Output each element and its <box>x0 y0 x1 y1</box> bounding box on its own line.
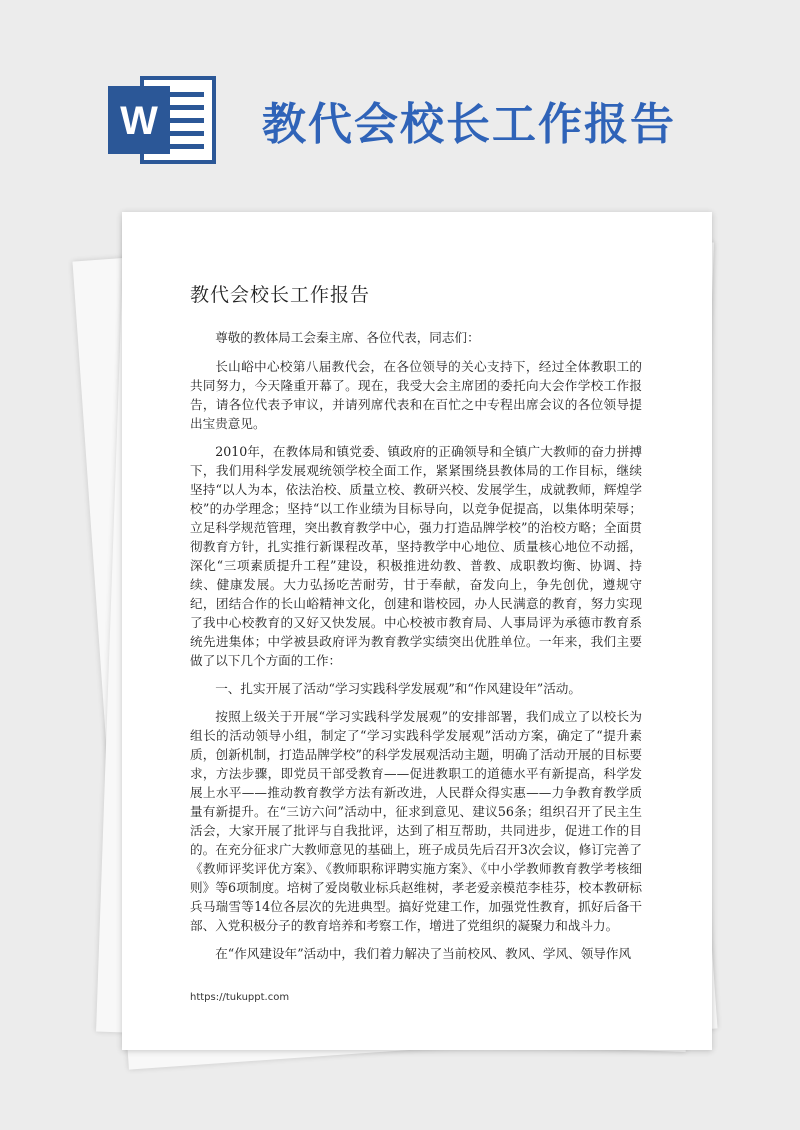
document-body <box>190 328 642 972</box>
page-header <box>0 0 800 200</box>
paragraph: 按照上级关于开展“学习实践科学发展观”的安排部署，我们成立了以校长为组长的活动领导小组，制定了“学习实践科学发展观”活动方案，确定了“提升素质，创新机制，打造品牌学校”的科学发展观活动主题，明确了活动开展的目标要求，方法步骤，即党员干部受教育——促进教职工的道德水平有新提高，科学发展上水平——推动教育教学方法有新改进，人民群众得实惠——力争教育教学质量有新提升。在“三访六问”活动中，征求到意见、建议56条；组织召开了民主生活会，大家开展了批评与自我批评，达到了相互帮助，共同进步，促进工作的目的。在充分征求广大教师意见的基础上，班子成员先后召开3次会议，修订完善了《教师评奖评优方案》、《教师职称评聘实施方案》、《中小学教师教育教学考核细则》等6项制度。培树了爱岗敬业标兵赵维树，孝老爱亲模范李桂芬，校本教研标兵马瑞雪等14位各层次的先进典型。搞好党建工作，加强党性教育，抓好后备干部、入党积极分子的教育培养和考察工作，增进了党组织的凝聚力和战斗力。 <box>190 709 642 933</box>
paragraph: 在“作风建设年”活动中，我们着力解决了当前校风、教风、学风、领导作风 <box>215 946 632 961</box>
document-page <box>122 212 712 1050</box>
svg-text:W: W <box>120 99 158 143</box>
section-heading: 一、扎实开展了活动“学习实践科学发展观”和“作风建设年”活动。 <box>215 681 581 696</box>
document-title: 教代会校长工作报告 <box>190 284 371 306</box>
word-document-icon <box>108 72 220 168</box>
salutation: 尊敬的教体局工会秦主席、各位代表，同志们： <box>215 330 480 345</box>
paragraph: 长山峪中心校第八届教代会，在各位领导的关心支持下，经过全体教职工的共同努力，今天隆重开幕了。现在，我受大会主席团的委托向大会作学校工作报告，请各位代表予审议，并请列席代表和在百忙之中专程出席会议的各位领导提出宝贵意见。 <box>190 359 642 431</box>
paragraph: 2010年，在教体局和镇党委、镇政府的正确领导和全镇广大教师的奋力拼搏下，我们用科学发展观统领学校全面工作，紧紧围绕县教体局的工作目标，继续坚持“以人为本，依法治校、质量立校、教研兴校、发展学生，成就教师，辉煌学校”的办学理念；坚持“以工作业绩为目标导向，以竞争促提高，以集体明荣辱；立足科学规范管理，突出教育教学中心，强力打造品牌学校”的治校方略；全面贯彻教育方针，扎实推行新课程改革，坚持教学中心地位、质量核心地位不动摇，深化“三项素质提升工程”建设，积极推进幼教、普教、成职教均衡、协调、持续、健康发展。大力弘扬吃苦耐劳，甘于奉献，奋发向上，争先创优，遵规守纪，团结合作的长山峪精神文化，创建和谐校园，办人民满意的教育，努力实现了我中心校教育的又好又快发展。中心校被市教育局、人事局评为承德市教育系统先进集体；中学被县政府评为教育教学实绩突出优胜单位。一年来，我们主要做了以下几个方面的工作： <box>190 444 642 668</box>
banner-title: 教代会校长工作报告 <box>262 99 676 150</box>
footer-url[interactable]: https://tukuppt.com <box>190 992 290 1003</box>
